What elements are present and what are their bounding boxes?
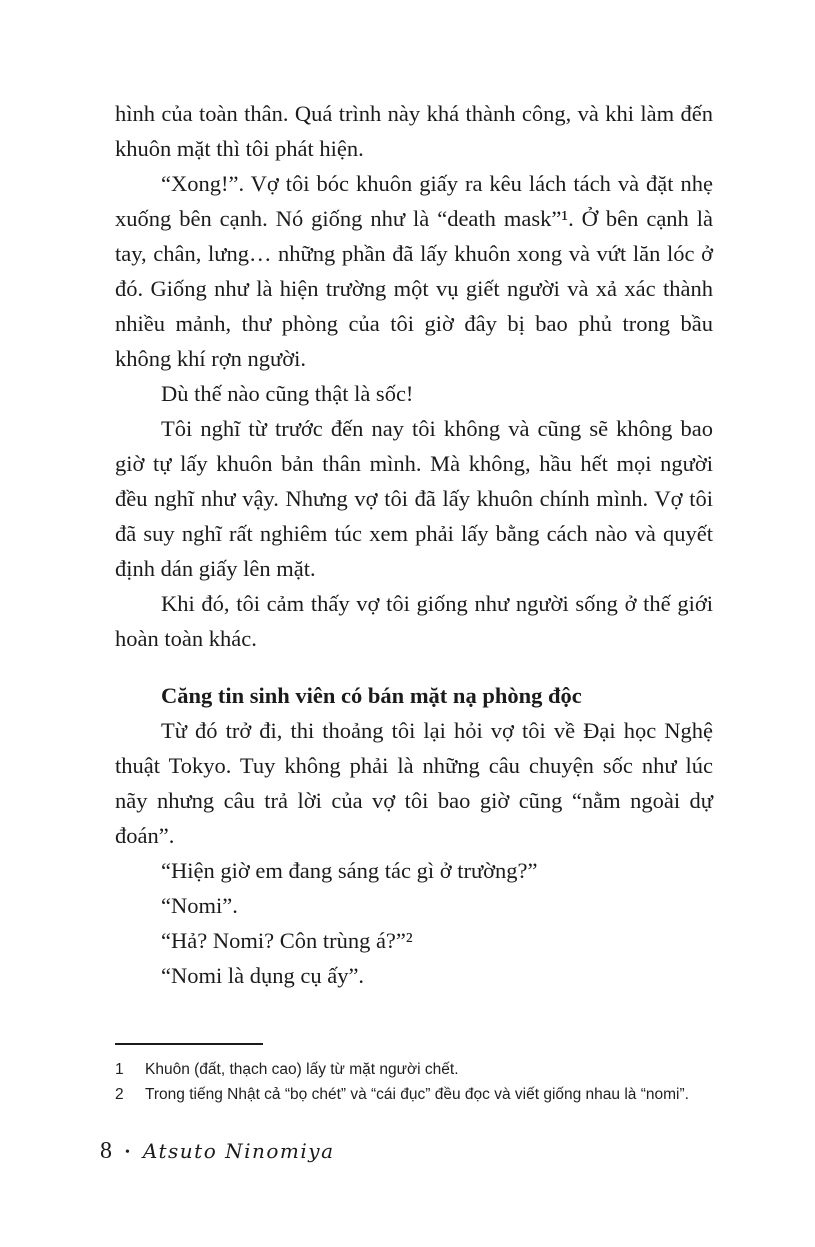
paragraph-9-dialogue: “Hả? Nomi? Côn trùng á?”² bbox=[161, 928, 413, 953]
footnote-2 bbox=[115, 1082, 715, 1107]
footnotes-section bbox=[115, 1043, 715, 1107]
paragraph-5: Khi đó, tôi cảm thấy vợ tôi giống như người sống ở thế giới hoàn toàn khác. bbox=[115, 591, 713, 651]
page-number: 8 bbox=[100, 1138, 112, 1164]
page-footer bbox=[100, 1138, 335, 1165]
footnote-number: 2 bbox=[115, 1086, 124, 1103]
paragraph-3: Dù thế nào cũng thật là sốc! bbox=[161, 381, 414, 406]
paragraph-10-dialogue: “Nomi là dụng cụ ấy”. bbox=[161, 963, 365, 988]
paragraph-1: hình của toàn thân. Quá trình này khá thành công, và khi làm đến khuôn mặt thì tôi phát hiện. bbox=[115, 101, 713, 161]
paragraph-4: Tôi nghĩ từ trước đến nay tôi không và cũng sẽ không bao giờ tự lấy khuôn bản thân mình. Mà không, hầu hết mọi người đều nghĩ như vậy. Nhưng vợ tôi đã lấy khuôn chính mình. Vợ tôi đã suy nghĩ rất nghiêm túc xem phải lấy bằng cách nào và quyết định dán giấy lên mặt. bbox=[115, 416, 713, 581]
author-name: Atsuto Ninomiya bbox=[142, 1139, 335, 1163]
page-body bbox=[115, 96, 713, 993]
footnote-divider bbox=[115, 1043, 263, 1045]
paragraph-2: “Xong!”. Vợ tôi bóc khuôn giấy ra kêu lách tách và đặt nhẹ xuống bên cạnh. Nó giống như là “death mask”¹. Ở bên cạnh là tay, chân, lưng… những phần đã lấy khuôn xong và vứt lăn lóc ở đó. Giống như là hiện trường một vụ giết người và xả xác thành nhiều mảnh, thư phòng của tôi giờ đây bị bao phủ trong bầu không khí rợn người. bbox=[115, 171, 713, 371]
footnote-number: 1 bbox=[115, 1061, 124, 1078]
footer-bullet-icon: • bbox=[125, 1145, 130, 1160]
paragraph-7-dialogue: “Hiện giờ em đang sáng tác gì ở trường?” bbox=[161, 858, 538, 883]
footnote-text: Trong tiếng Nhật cả “bọ chét” và “cái đục” đều đọc và viết giống nhau là “nomi”. bbox=[145, 1086, 689, 1103]
paragraph-8-dialogue: “Nomi”. bbox=[161, 893, 238, 918]
footnote-1 bbox=[115, 1057, 715, 1082]
footnote-text: Khuôn (đất, thạch cao) lấy từ mặt người chết. bbox=[145, 1061, 459, 1078]
section-heading: Căng tin sinh viên có bán mặt nạ phòng độc bbox=[161, 683, 582, 708]
paragraph-6: Từ đó trở đi, thi thoảng tôi lại hỏi vợ tôi về Đại học Nghệ thuật Tokyo. Tuy không phải là những câu chuyện sốc như lúc nãy nhưng câu trả lời của vợ tôi bao giờ cũng “nằm ngoài dự đoán”. bbox=[115, 718, 713, 848]
